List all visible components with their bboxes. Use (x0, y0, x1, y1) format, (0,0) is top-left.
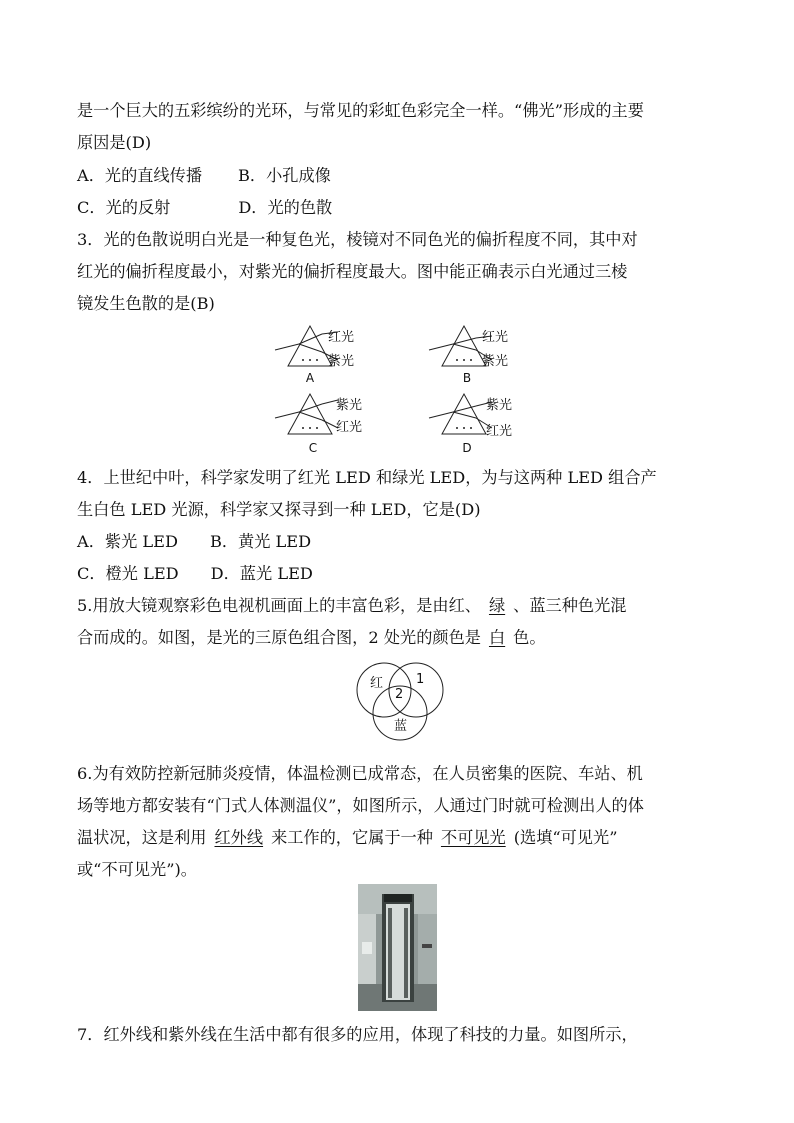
q6-text: 温状况，这是利用 红外线 来工作的，它属于一种 不可见光 (选填“可见光” (77, 828, 618, 847)
label-violet: 紫光 (482, 354, 509, 369)
q2-options-row-1 (77, 166, 331, 186)
q5-text: 5.用放大镜观察彩色电视机画面上的丰富色彩，是由红、 绿 、蓝三种色光混 (77, 596, 627, 615)
q4-text: 生白色 LED 光源，科学家又探寻到一种 LED，它是(D) (77, 500, 481, 519)
label-violet: 紫光 (336, 398, 363, 413)
label-red: 红光 (482, 330, 509, 345)
q4-options-row-2 (77, 564, 313, 584)
q4-option-a: A．紫光 LED (77, 532, 178, 551)
q2-option-b: B．小孔成像 (238, 166, 331, 185)
panel-label-b: B (462, 371, 472, 385)
venn-label-blue: 蓝 (394, 719, 408, 734)
text-line: 是一个巨大的五彩缤纷的光环，与常见的彩虹色彩完全一样。“佛光”形成的主要 (77, 101, 644, 120)
q6-text: 或“不可见光”)。 (77, 860, 197, 879)
venn-label-2: 2 (395, 687, 404, 702)
q3-text: 红光的偏折程度最小，对紫光的偏折程度最大。图中能正确表示白光通过三棱 (77, 262, 628, 281)
q2-options-row-2 (77, 198, 332, 218)
thermometer-gate-photo (358, 884, 437, 1011)
text-line: 原因是(D) (77, 133, 152, 152)
answer-blank: 白 (488, 628, 506, 647)
label-violet: 紫光 (486, 398, 513, 413)
three-primary-colors-venn (350, 660, 450, 742)
q6-text: 场等地方都安装有“门式人体测温仪”，如图所示，人通过门时就可检测出人的体 (77, 796, 644, 815)
prism-dispersion-figure (270, 320, 530, 458)
venn-label-1: 1 (416, 672, 425, 687)
label-red: 红光 (486, 424, 513, 439)
q2-option-a: A．光的直线传播 (77, 166, 203, 185)
answer-blank: 红外线 (214, 828, 264, 847)
answer-blank: 不可见光 (440, 828, 506, 847)
q3-text: 3．光的色散说明白光是一种复色光，棱镜对不同色光的偏折程度不同，其中对 (77, 230, 638, 249)
label-red: 红光 (336, 420, 363, 435)
venn-label-red: 红 (370, 676, 384, 691)
q3-text: 镜发生色散的是(B) (77, 294, 215, 313)
q4-options-row-1 (77, 532, 311, 552)
panel-label-a: A (305, 371, 315, 385)
q2-option-d: D．光的色散 (238, 198, 333, 217)
label-violet: 紫光 (328, 354, 355, 369)
q5-text: 合而成的。如图，是光的三原色组合图，2 处光的颜色是 白 色。 (77, 628, 546, 647)
q4-option-c: C．橙光 LED (77, 564, 179, 583)
q4-option-b: B．黄光 LED (209, 532, 312, 551)
q4-option-d: D．蓝光 LED (210, 564, 313, 583)
q6-text: 6.为有效防控新冠肺炎疫情，体温检测已成常态，在人员密集的医院、车站、机 (77, 764, 643, 783)
q7-text: 7．红外线和紫外线在生活中都有很多的应用，体现了科技的力量。如图所示， (77, 1025, 638, 1044)
q4-text: 4．上世纪中叶，科学家发明了红光 LED 和绿光 LED，为与这两种 LED 组合产 (77, 468, 657, 487)
panel-label-d: D (462, 441, 472, 455)
panel-label-c: C (308, 441, 318, 455)
answer-blank: 绿 (488, 596, 506, 615)
label-red: 红光 (328, 330, 355, 345)
q2-option-c: C．光的反射 (77, 198, 171, 217)
